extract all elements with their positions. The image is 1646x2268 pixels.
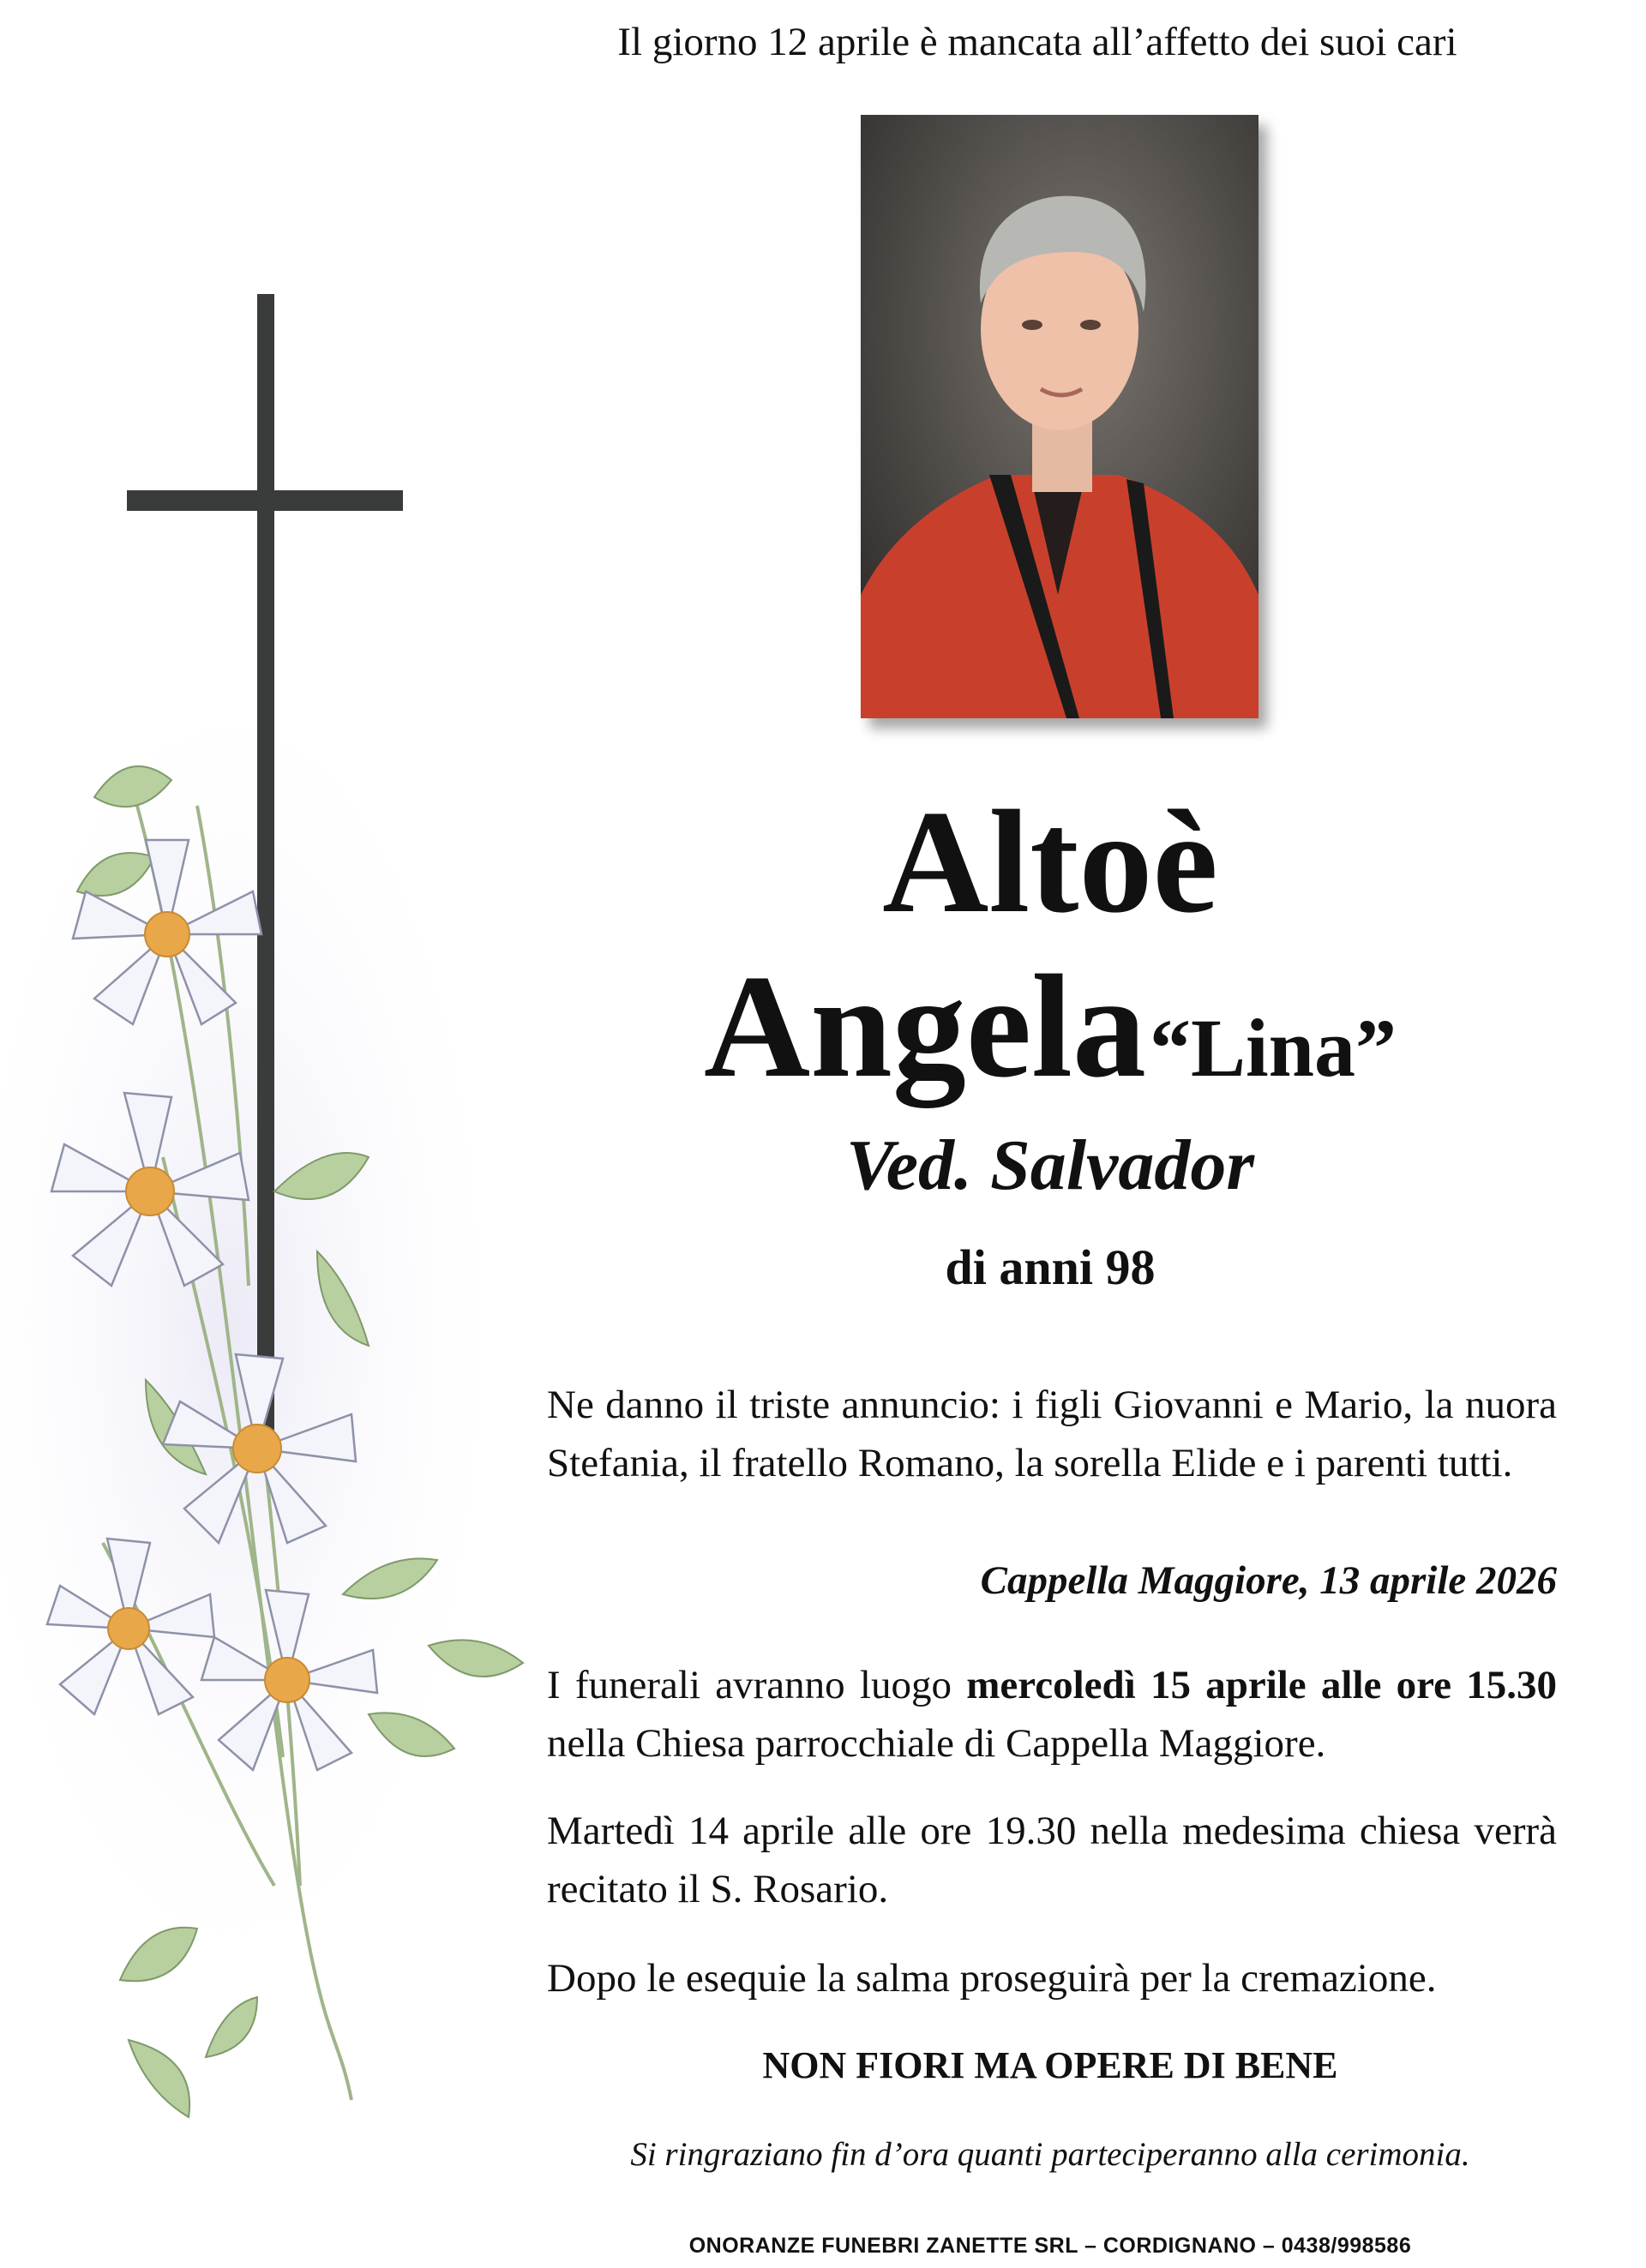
- cremation-paragraph: Dopo le esequie la salma proseguirà per la cremazione.: [547, 1956, 1437, 2001]
- funeral-home-footer: ONORANZE FUNEBRI ZANETTE SRL – CORDIGNANO – 0438/998586: [688, 2234, 1412, 2258]
- intro-text: Il giorno 12 aprile è mancata all’affetto dei suoi cari: [617, 20, 1457, 64]
- widow-of: Ved. Salvador: [845, 1125, 1255, 1205]
- thanks-note: Si ringraziano fin d’ora quanti parteciperanno alla cerimonia.: [630, 2136, 1470, 2173]
- rosary-paragraph: Martedì 14 aprile alle ore 19.30 nella medesima chiesa verrà recitato il S. Rosario.: [547, 1809, 1557, 1911]
- funeral-text-start: I funerali avranno luogo: [547, 1663, 967, 1707]
- funeral-paragraph: [547, 1656, 1557, 1773]
- mourners-paragraph: Ne danno il triste annuncio: i figli Giovanni e Mario, la nuora Stefania, il fratello Romano, la sorella Elide e i parenti tutti.: [547, 1383, 1557, 1485]
- place-date: Cappella Maggiore, 13 aprile 2026: [980, 1558, 1557, 1603]
- age: di anni 98: [945, 1239, 1156, 1295]
- first-name: Angela: [703, 945, 1146, 1108]
- funeral-text-end: nella Chiesa parrocchiale di Cappella Maggiore.: [547, 1721, 1326, 1766]
- funeral-date-time: mercoledì 15 aprile alle ore 15.30: [966, 1663, 1557, 1707]
- no-flowers-note: NON FIORI MA OPERE DI BENE: [762, 2044, 1338, 2086]
- full-name-line: [480, 945, 1620, 1108]
- nickname: “Lina”: [1149, 1002, 1397, 1094]
- surname: Altoè: [882, 781, 1218, 944]
- leaf-icon: [129, 2040, 189, 2117]
- portrait-photo: [861, 115, 1259, 718]
